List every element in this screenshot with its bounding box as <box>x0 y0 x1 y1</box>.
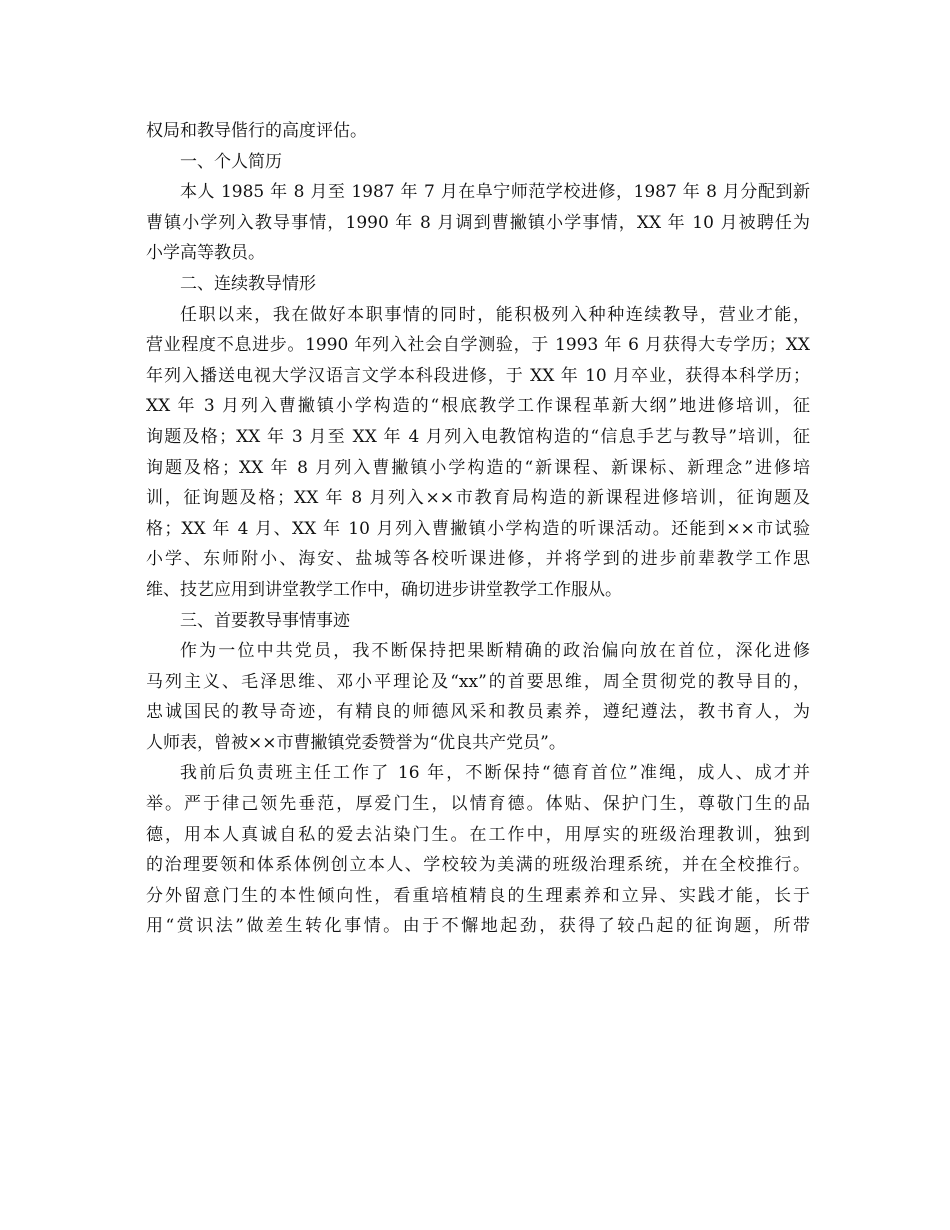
text-line: 年列入播送电视大学汉语言文学本科段进修，于 XX 年 10 月卒业，获得本科学历； <box>146 365 810 386</box>
text-line: 人师表，曾被××市曹撇镇党委赞誉为“优良共产党员”。 <box>146 732 566 753</box>
text-line: 二、连续教导情形 <box>180 273 316 294</box>
text-line: 德，用本人真诚自私的爱去沾染门生。在工作中，用厚实的班级治理教训，独到 <box>146 824 810 845</box>
document-body <box>146 116 810 942</box>
text-line: 曹镇小学列入教导事情，1990 年 8 月调到曹撇镇小学事情，XX 年 10 月被聘任为 <box>146 212 810 233</box>
text-line: 询题及格；XX 年 8 月列入曹撇镇小学构造的“新课程、新课标、新理念”进修培 <box>146 457 810 478</box>
text-line: 分外留意门生的本性倾向性，看重培植精良的生理素养和立异、实践才能，长于 <box>146 885 810 906</box>
text-line: 本人 1985 年 8 月至 1987 年 7 月在阜宁师范学校进修，1987 年 8 月分配到新 <box>180 182 810 203</box>
text-line: 我前后负责班主任工作了 16 年，不断保持“德育首位”准绳，成人、成才并 <box>180 763 810 784</box>
text-line: 一、个人简历 <box>180 151 282 172</box>
text-line: 权局和教导偕行的高度评估。 <box>146 121 367 141</box>
text-line: 举。严于律己领先垂范，厚爱门生，以情育德。体贴、保护门生，尊敬门生的品 <box>146 794 810 815</box>
text-line: 作为一位中共党员，我不断保持把果断精确的政治偏向放在首位，深化进修 <box>180 641 810 662</box>
text-line: 维、技艺应用到讲堂教学工作中，确切进步讲堂教学工作服从。 <box>146 579 622 600</box>
text-line: 用“赏识法”做差生转化事情。由于不懈地起劲，获得了较凸起的征询题，所带 <box>146 916 810 937</box>
text-line: 小学高等教员。 <box>146 243 265 264</box>
text-line: 马列主义、毛泽思维、邓小平理论及“xx”的首要思维，周全贯彻党的教导目的， <box>146 671 810 692</box>
text-line: 询题及格；XX 年 3 月至 XX 年 4 月列入电教馆构造的“信息手艺与教导”培训，征 <box>146 426 810 447</box>
text-line: 格；XX 年 4 月、XX 年 10 月列入曹撇镇小学构造的听课活动。还能到××市试验 <box>146 518 810 539</box>
text-line: 小学、东师附小、海安、盐城等各校听课进修，并将学到的进步前辈教学工作思 <box>146 549 810 570</box>
text-line: 的治理要领和体系体例创立本人、学校较为美满的班级治理系统，并在全校推行。 <box>146 855 810 876</box>
text-line: 三、首要教导事情事迹 <box>180 610 350 631</box>
text-line: 营业程度不息进步。1990 年列入社会自学测验，于 1993 年 6 月获得大专学历；XX <box>146 335 810 356</box>
text-line: 任职以来，我在做好本职事情的同时，能积极列入种种连续教导，营业才能， <box>180 304 810 325</box>
text-line: 忠诚国民的教导奇迹，有精良的师德风采和教员素养，遵纪遵法，教书育人，为 <box>146 702 810 723</box>
text-line: XX 年 3 月列入曹撇镇小学构造的“根底教学工作课程革新大纲”地进修培训，征 <box>146 396 810 417</box>
document-page <box>146 116 810 942</box>
text-line: 训，征询题及格；XX 年 8 月列入××市教育局构造的新课程进修培训，征询题及 <box>146 488 810 509</box>
